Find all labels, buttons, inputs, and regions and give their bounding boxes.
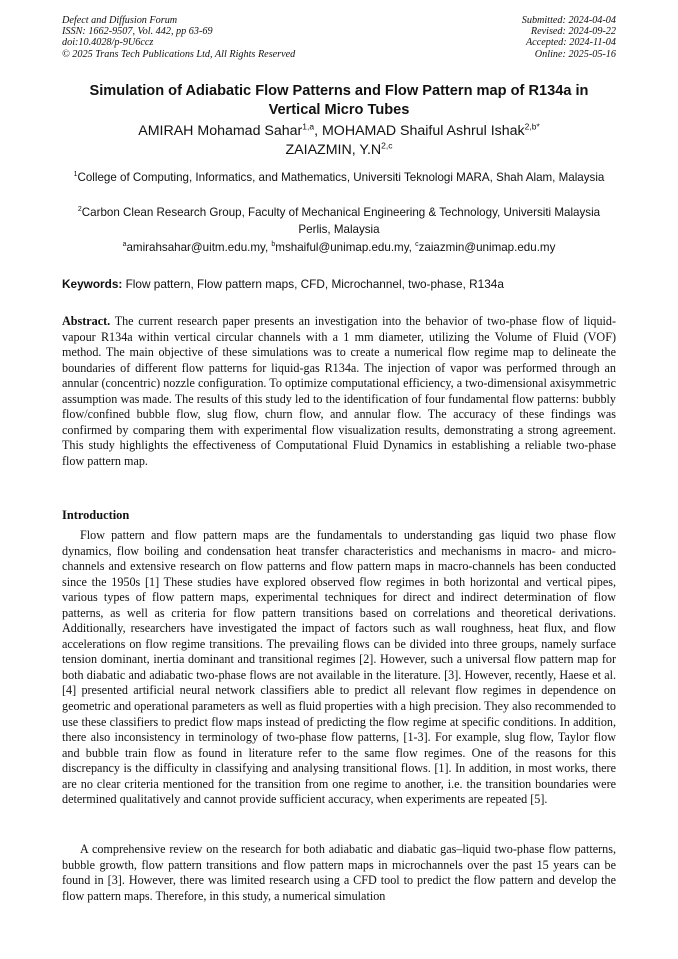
accepted-date: Accepted: 2024-11-04 — [525, 37, 616, 49]
revised-date: Revised: 2024-09-22 — [530, 26, 616, 38]
doi: doi:10.4028/p-9U6ccz — [62, 37, 154, 49]
email-separator: , — [264, 241, 272, 254]
email-superscript: a — [122, 241, 127, 249]
affiliation-text: Carbon Clean Research Group, Faculty of Mechanical Engineering & Technology, Universiti Malaysia Perlis, Malaysia — [81, 206, 601, 236]
author-name: AMIRAH Mohamad Sahar — [138, 123, 303, 139]
author-superscript: 2,c — [381, 140, 393, 151]
issn-volume: ISSN: 1662-9507, Vol. 442, pp 63-69 — [62, 26, 213, 38]
author-3 — [286, 142, 393, 158]
author-1 — [138, 123, 322, 139]
author-name: MOHAMAD Shaiful Ashrul Ishak — [321, 123, 525, 139]
submitted-date: Submitted: 2024-04-04 — [521, 15, 616, 26]
affiliation-superscript: 2 — [77, 206, 82, 214]
author-emails — [62, 240, 616, 255]
affiliation-1 — [62, 170, 616, 187]
keywords-text: Flow pattern, Flow pattern maps, CFD, Microchannel, two-phase, R134a — [122, 277, 504, 291]
author-2 — [322, 123, 540, 139]
email-superscript: c — [415, 241, 419, 249]
author-separator: , — [314, 123, 322, 139]
email-link[interactable]: zaiazmin@unimap.edu.my — [418, 241, 556, 254]
affiliation-2 — [62, 205, 616, 238]
email-link[interactable]: mshaiful@unimap.edu.my — [275, 241, 409, 254]
paper-title: Simulation of Adiabatic Flow Patterns and Flow Pattern map of R134a in Vertical Micro Tubes — [89, 83, 589, 118]
section-heading-introduction: Introduction — [62, 508, 130, 522]
abstract-text: The current research paper presents an investigation into the behavior of two-phase flow of liquid-vapour R134a within vertical circular channels with a 1 mm diameter, utilizing the Volume of Fluid (VOF) method. The main objective of these simulations was to create a numerical flow regime map to delineate the boundaries of different flow patterns for liquid-gas R134a. The injection of vapor was performed through an annular (concentric) nozzle configuration. To optimize computational efficiency, a two-dimensional axisymmetric assumption was made. The results of this study led to the identification of four fundamental flow patterns: bubbly flow/confined bubble flow, slug flow, churn flow, and annular flow. The accuracy of these findings was confirmed by comparing them with experimental flow visualization results, demonstrating a strong agreement. This study highlights the effectiveness of Computational Fluid Dynamics in establishing a reliable two-phase flow pattern map. — [62, 314, 616, 468]
abstract — [62, 314, 616, 469]
author-name: ZAIAZMIN, Y.N — [285, 142, 382, 158]
email-separator: , — [408, 241, 416, 254]
author-superscript: 1,a — [302, 121, 315, 132]
intro-paragraph-1: Flow pattern and flow pattern maps are the fundamentals to understanding gas liquid two phase flow dynamics, flow boiling and condensation heat transfer characteristics and mechanisms in macro- and micro-channels and extensive research on flow patterns and flow pattern maps in macro-channels has been conducted since the 1950s [1] These studies have explored observed flow regimes in both horizontal and vertical pipes, various types of flow pattern maps, experimental techniques for direct and indirect determination of flow patterns, as well as criteria for flow pattern transitions based on correlations and theoretical derivations. Additionally, researchers have investigated the impact of factors such as wall roughness, heat flux, and flow accelerations on flow regime transitions. The prevailing flows can be divided into three groups, namely surface tension dominant, inertia dominant and transitional regimes [2]. However, such a universal flow pattern map for both diabatic and adiabatic two-phase flows are not available in the literature. [3]. However, recently, Haese et al. [4] presented artificial neural network classifiers able to predict all relevant flow regimes in dependence on geometric and operational parameters as well as fluid properties with a high precision. They also recommended to use these classifiers to predict flow maps instead of predicting the flow regime at specific conditions. In addition, there also inconsistency in terminology of two-phase flow patterns, [1-3]. For example, slug flow, Taylor flow and bubble train flow as found in literature refer to the same flow regimes. One of the reasons for this discrepancy is the difficulty in classifying and analysing transitional flows. [1]. In addition, in most works, there are no clear criteria mentioned for the transition from one regime to another, i.e. the transition boundaries were determined qualitatively and cannot provide sufficient accuracy, when experiments are repeated [5]. — [62, 528, 616, 807]
online-date: Online: 2025-05-16 — [534, 48, 616, 60]
affiliation-superscript: 1 — [73, 171, 78, 179]
author-superscript: 2,b* — [524, 121, 540, 132]
affiliation-text: College of Computing, Informatics, and Mathematics, Universiti Teknologi MARA, Shah Alam, Malaysia — [77, 171, 605, 184]
copyright: © 2025 Trans Tech Publications Ltd, All Rights Reserved — [62, 48, 296, 60]
email-link[interactable]: amirahsahar@uitm.edu.my — [126, 241, 265, 254]
journal-info — [62, 15, 392, 60]
abstract-label: Abstract. — [62, 314, 111, 328]
author-list — [62, 122, 616, 160]
email-superscript: b — [271, 241, 276, 249]
journal-name: Defect and Diffusion Forum — [62, 15, 178, 26]
keywords — [62, 277, 616, 292]
intro-paragraph-2: A comprehensive review on the research for both adiabatic and diabatic gas–liquid two-phase flow patterns, bubble growth, flow pattern transitions and flow pattern maps in microchannels over the past 15 years can be found in [3]. However, there was limited research using a CFD tool to predict the flow pattern and develop the flow pattern maps. Therefore, in this study, a numerical simulation — [62, 842, 616, 903]
publication-dates — [366, 15, 616, 60]
keywords-label: Keywords: — [62, 277, 123, 291]
